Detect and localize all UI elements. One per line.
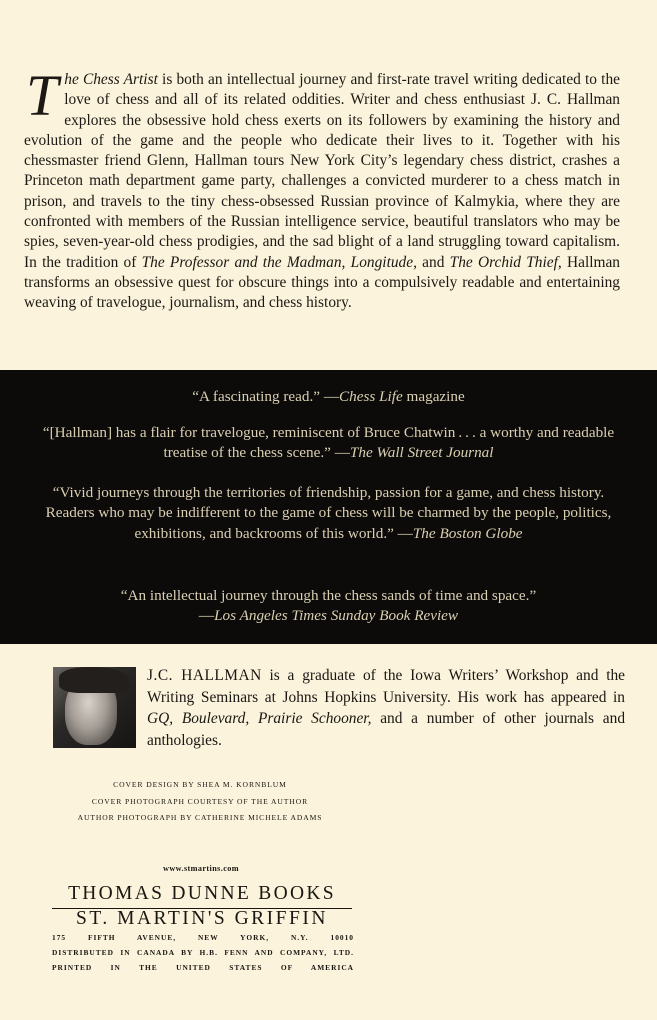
description-text: is both an intellectual journey and first-rate travel writing dedicated to the love of chess and all of its related oddities. Writer and chess enthusiast J. C. Hallman explores the obsessive hold chess exerts on its followers by examining the history and evolution of the game and the people who dedicate their lives to it. Together with his chessmaster friend Glenn, Hallman tours New York City’s legendary chess district, crashes a Princeton math department game party, challenges a convicted murderer to a chess match in prison, and travels to the tiny chess-obsessed Russian province of Kalmykia, where they are confronted with members of the Russian intelligence service, beautiful translators who may be spies, seven-year-old chess prodigies, and the sad blight of a land struggling toward capitalism. In the tradition of bbox=[24, 71, 620, 271]
quote-text: “An intellectual journey through the chess sands of time and space.” bbox=[120, 587, 537, 604]
quote-text: “A fascinating read.” bbox=[192, 388, 324, 405]
author-name: J.C. HALLMAN bbox=[147, 667, 262, 684]
publisher-website[interactable]: www.stmartins.com bbox=[163, 864, 239, 873]
book-title: he Chess Artist bbox=[64, 71, 158, 88]
quote-source: Chess Life bbox=[339, 388, 403, 405]
quote-source: The Boston Globe bbox=[412, 524, 523, 542]
book-description bbox=[24, 63, 620, 314]
publisher-name: ST. MARTIN'S GRIFFIN bbox=[76, 908, 328, 929]
comparison-title: The Orchid Thief, bbox=[449, 253, 562, 271]
author-photo bbox=[53, 667, 136, 748]
bio-text: is a graduate of the Iowa Writers’ Workshop and the Writing Seminars at Johns Hopkins University. His work has appeared in bbox=[147, 667, 626, 706]
credit-author-photo: AUTHOR PHOTOGRAPH BY CATHERINE MICHELE ADAMS bbox=[77, 813, 323, 822]
review-quotes-panel bbox=[0, 370, 657, 644]
quote-source: The Wall Street Journal bbox=[349, 444, 494, 462]
review-quote bbox=[40, 387, 617, 407]
publisher-imprint: THOMAS DUNNE BOOKS bbox=[52, 882, 352, 909]
description-text: and bbox=[416, 253, 450, 271]
publisher-distribution: DISTRIBUTED IN CANADA BY H.B. FENN AND COMPANY, LTD. bbox=[52, 948, 354, 957]
quote-source: Los Angeles Times Sunday Book Review bbox=[214, 607, 459, 625]
bio-publications: GQ, Boulevard, Prairie Schooner, bbox=[147, 710, 372, 727]
quote-dash: — bbox=[198, 607, 215, 625]
drop-cap: T bbox=[26, 63, 59, 128]
credits bbox=[50, 777, 350, 827]
quote-dash: — bbox=[334, 444, 350, 462]
review-quote bbox=[40, 586, 617, 627]
description-text: Hallman transforms an obsessive quest for obscure things into a compulsively readable and entertaining weaving of travelogue, journalism, and chess history. bbox=[24, 253, 620, 312]
bio-text: and a number of other journals and anthologies. bbox=[147, 710, 626, 749]
publisher-printed: PRINTED IN THE UNITED STATES OF AMERICA bbox=[52, 963, 354, 972]
review-quote bbox=[40, 423, 617, 464]
quote-dash: — bbox=[397, 524, 413, 542]
quote-text: “[Hallman] has a flair for travelogue, reminiscent of Bruce Chatwin . . . a worthy and readable treatise of the chess scene.” bbox=[42, 424, 615, 462]
review-quote bbox=[40, 483, 617, 544]
publisher-details bbox=[52, 930, 354, 975]
quote-source-suffix: magazine bbox=[402, 388, 465, 405]
quote-text: “Vivid journeys through the territories of friendship, passion for a game, and chess history. Readers who may be indifferent to the game of chess will be charmed by the people, politics, exhibitions, and backrooms of this world.” bbox=[45, 484, 612, 542]
publisher-address: 175 FIFTH AVENUE, NEW YORK, N.Y. 10010 bbox=[52, 933, 354, 942]
author-hair bbox=[59, 667, 129, 693]
credit-cover-photo: COVER PHOTOGRAPH COURTESY OF THE AUTHOR bbox=[91, 796, 309, 806]
quote-dash: — bbox=[323, 388, 340, 405]
author-bio bbox=[147, 665, 625, 751]
credit-cover-design: COVER DESIGN BY SHEA M. KORNBLUM bbox=[113, 780, 287, 789]
comparison-titles: The Professor and the Madman, Longitude, bbox=[141, 253, 417, 271]
